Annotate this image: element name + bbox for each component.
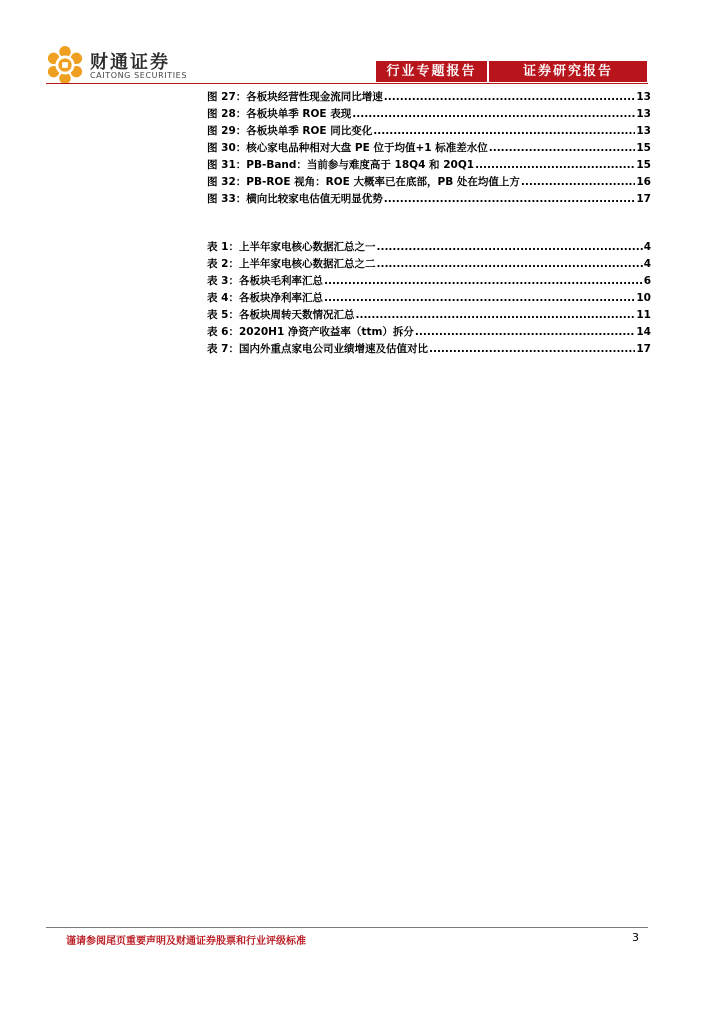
toc-entry-page: 6: [643, 275, 651, 287]
toc-entry-page: 15: [636, 159, 651, 171]
toc-leader-dots: [475, 157, 635, 174]
toc-entry[interactable]: [207, 239, 651, 256]
toc-leader-dots: [489, 140, 636, 157]
toc-entry-page: 4: [643, 258, 651, 270]
toc-entry[interactable]: [207, 123, 651, 140]
toc-entry[interactable]: [207, 341, 651, 358]
toc-entry[interactable]: [207, 191, 651, 208]
toc-entry[interactable]: [207, 256, 651, 273]
page-number: 3: [632, 931, 639, 944]
caitong-logo: [46, 46, 206, 86]
disclaimer-note: 谨请参阅尾页重要声明及财通证券股票和行业评级标准: [66, 936, 306, 947]
toc-entry-label: 表 2：上半年家电核心数据汇总之二: [207, 258, 376, 270]
toc-entry-page: 15: [636, 142, 651, 154]
toc-entry[interactable]: [207, 174, 651, 191]
toc-leader-dots: [324, 273, 643, 290]
toc-entry-label: 图 31：PB-Band：当前参与难度高于 18Q4 和 20Q1: [207, 159, 475, 171]
table-index: [207, 239, 651, 358]
brand-name-cn: 财通证券: [90, 52, 170, 73]
toc-leader-dots: [521, 174, 636, 191]
toc-leader-dots: [376, 256, 642, 273]
toc-entry-page: 14: [636, 326, 651, 338]
toc-entry-page: 13: [636, 108, 651, 120]
toc-entry[interactable]: [207, 324, 651, 341]
toc-entry-page: 4: [643, 241, 651, 253]
toc-entry-label: 表 6：2020H1 净资产收益率（ttm）拆分: [207, 326, 414, 338]
header-divider: [46, 83, 648, 84]
toc-entry-page: 17: [636, 193, 651, 205]
toc-entry-label: 表 7：国内外重点家电公司业绩增速及估值对比: [207, 343, 428, 355]
toc-entry[interactable]: [207, 307, 651, 324]
toc-leader-dots: [355, 307, 635, 324]
caitong-logo-icon: [46, 46, 84, 84]
toc-entry-label: 图 29：各板块单季 ROE 同比变化: [207, 125, 373, 137]
report-category-tag: 证券研究报告: [489, 61, 647, 82]
toc-leader-dots: [429, 341, 635, 358]
toc-leader-dots: [384, 191, 636, 208]
toc-entry-label: 表 1：上半年家电核心数据汇总之一: [207, 241, 376, 253]
toc-entry[interactable]: [207, 140, 651, 157]
toc-leader-dots: [376, 239, 642, 256]
toc-entry[interactable]: [207, 89, 651, 106]
toc-entry-label: 图 30：核心家电品种相对大盘 PE 位于均值+1 标准差水位: [207, 142, 488, 154]
toc-entry-page: 16: [636, 176, 651, 188]
toc-entry-label: 图 27：各板块经营性现金流同比增速: [207, 91, 383, 103]
toc-entry[interactable]: [207, 290, 651, 307]
toc-entry-label: 表 5：各板块周转天数情况汇总: [207, 309, 355, 321]
toc-entry[interactable]: [207, 157, 651, 174]
toc-leader-dots: [324, 290, 635, 307]
footer-divider: [46, 927, 648, 928]
toc-entry-page: 17: [636, 343, 651, 355]
toc-entry-label: 图 33：横向比较家电估值无明显优势: [207, 193, 383, 205]
toc-entry-page: 13: [636, 125, 651, 137]
toc-entry-label: 图 32：PB-ROE 视角：ROE 大概率已在底部，PB 处在均值上方: [207, 176, 520, 188]
toc-leader-dots: [352, 106, 635, 123]
toc-leader-dots: [373, 123, 635, 140]
figure-index: [207, 89, 651, 208]
toc-entry-page: 10: [636, 292, 651, 304]
toc-leader-dots: [384, 89, 636, 106]
toc-entry-label: 图 28：各板块单季 ROE 表现: [207, 108, 352, 120]
toc-entry-label: 表 3：各板块毛利率汇总: [207, 275, 323, 287]
toc-entry[interactable]: [207, 273, 651, 290]
report-type-tag: 行业专题报告: [376, 61, 487, 82]
toc-entry[interactable]: [207, 106, 651, 123]
toc-entry-label: 表 4：各板块净利率汇总: [207, 292, 323, 304]
toc-entry-page: 13: [636, 91, 651, 103]
toc-leader-dots: [415, 324, 635, 341]
toc-entry-page: 11: [636, 309, 651, 321]
brand-name-en: CAITONG SECURITIES: [90, 71, 187, 80]
